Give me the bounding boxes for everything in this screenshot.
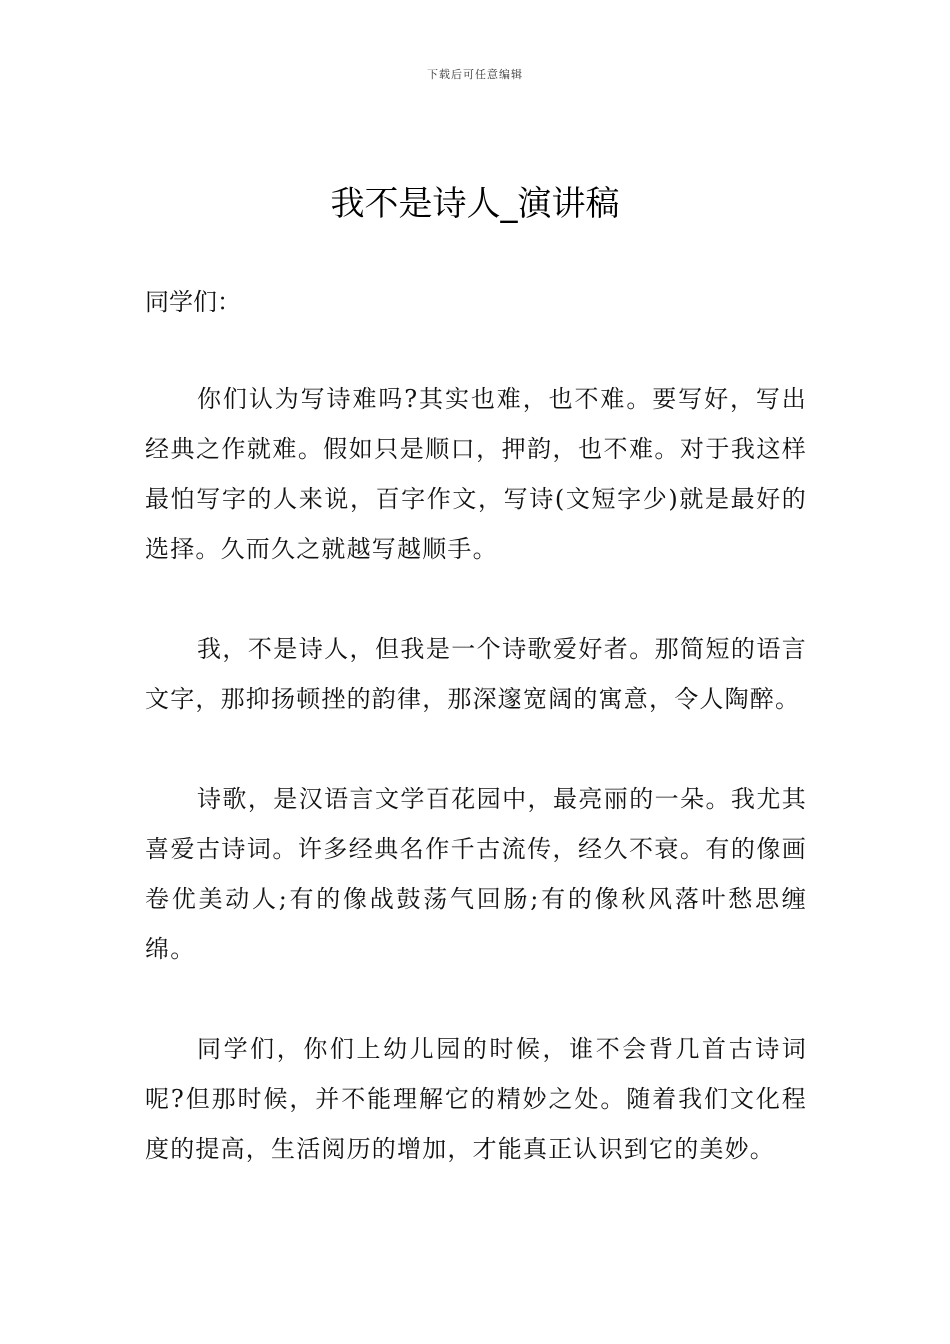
paragraph-3: 诗歌，是汉语言文学百花园中，最亮丽的一朵。我尤其喜爱古诗词。许多经典名作千古流传，经久不衰。有的像画卷优美动人;有的像战鼓荡气回肠;有的像秋风落叶愁思缠绵。 — [145, 785, 807, 963]
header-note: 下载后可任意编辑 — [427, 68, 523, 81]
document-body — [145, 278, 807, 1224]
salutation: 同学们： — [145, 288, 241, 316]
document-title: 我不是诗人_演讲稿 — [330, 184, 620, 224]
paragraph-4: 同学们，你们上幼儿园的时候，谁不会背几首古诗词呢?但那时候，并不能理解它的精妙之处。随着我们文化程度的提高，生活阅历的增加，才能真正认识到它的美妙。 — [145, 1035, 807, 1163]
paragraph-2: 我，不是诗人，但我是一个诗歌爱好者。那简短的语言文字，那抑扬顿挫的韵律，那深邃宽阔的寓意，令人陶醉。 — [145, 635, 807, 713]
paragraph-1: 你们认为写诗难吗?其实也难，也不难。要写好，写出经典之作就难。假如只是顺口，押韵，也不难。对于我这样最怕写字的人来说，百字作文，写诗(文短字少)就是最好的选择。久而久之就越写越顺手。 — [145, 385, 807, 563]
